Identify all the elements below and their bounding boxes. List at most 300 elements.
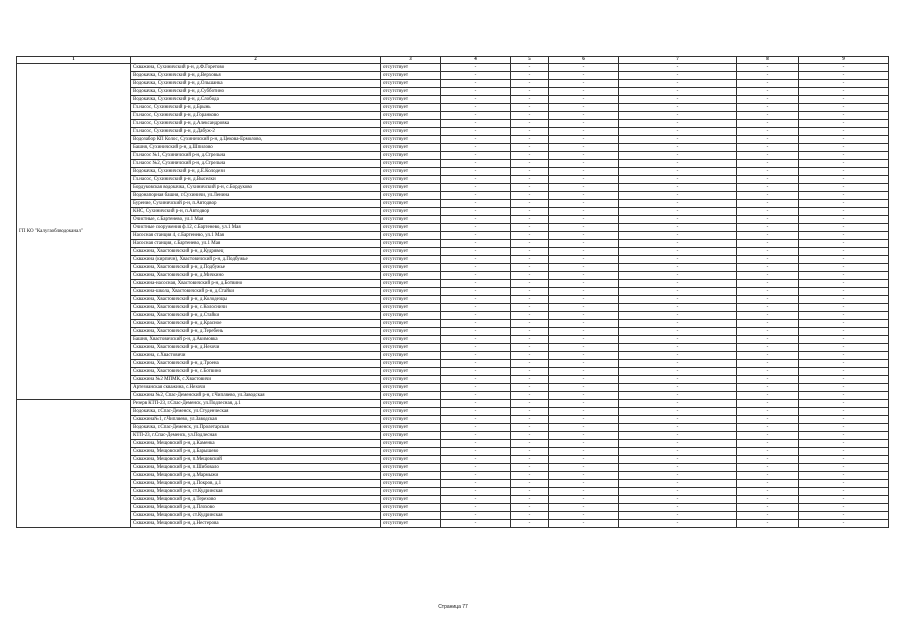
col-header: 9 bbox=[799, 57, 889, 64]
table-row bbox=[17, 424, 889, 432]
organization-name: ГП КО "Калугаоблводоканал" bbox=[17, 64, 131, 400]
value-cell: - bbox=[549, 80, 619, 88]
value-cell: - bbox=[799, 208, 889, 216]
object-name: Скважина, Хвастовичский р-н, д.Колодезцы bbox=[131, 296, 381, 304]
status-cell: отсутствует bbox=[381, 464, 441, 472]
value-cell: - bbox=[619, 200, 737, 208]
value-cell: - bbox=[441, 472, 511, 480]
value-cell: - bbox=[619, 384, 737, 392]
status-cell: отсутствует bbox=[381, 280, 441, 288]
value-cell: - bbox=[619, 80, 737, 88]
table-row bbox=[17, 248, 889, 256]
value-cell: - bbox=[737, 80, 799, 88]
object-name: Водокачка, Сухиничский р-н, д.Е.Колодези bbox=[131, 168, 381, 176]
value-cell: - bbox=[799, 328, 889, 336]
value-cell: - bbox=[441, 64, 511, 72]
object-name: Водокачка, Сухиничский р-н, д.Слобода bbox=[131, 96, 381, 104]
value-cell: - bbox=[619, 104, 737, 112]
value-cell: - bbox=[799, 120, 889, 128]
table-row bbox=[17, 480, 889, 488]
object-name: Скважина, Мещовский р-н, п.Шибовало bbox=[131, 464, 381, 472]
table-row bbox=[17, 504, 889, 512]
object-name: Гл.насос, Сухиничский р-н, д.Выселки bbox=[131, 176, 381, 184]
table-row bbox=[17, 328, 889, 336]
value-cell: - bbox=[619, 272, 737, 280]
value-cell: - bbox=[737, 120, 799, 128]
status-cell: отсутствует bbox=[381, 360, 441, 368]
value-cell: - bbox=[549, 232, 619, 240]
value-cell: - bbox=[511, 144, 549, 152]
object-name: Скважина№1, г.Чипляево, ул.Заводская bbox=[131, 416, 381, 424]
value-cell: - bbox=[441, 424, 511, 432]
table-row bbox=[17, 120, 889, 128]
col-header: 8 bbox=[737, 57, 799, 64]
value-cell: - bbox=[511, 272, 549, 280]
value-cell: - bbox=[737, 344, 799, 352]
value-cell: - bbox=[799, 248, 889, 256]
value-cell: - bbox=[549, 312, 619, 320]
value-cell: - bbox=[441, 416, 511, 424]
value-cell: - bbox=[619, 96, 737, 104]
value-cell: - bbox=[737, 304, 799, 312]
value-cell: - bbox=[441, 280, 511, 288]
table-row bbox=[17, 200, 889, 208]
table-row bbox=[17, 256, 889, 264]
value-cell: - bbox=[441, 400, 511, 408]
object-name: Скважина, Хвастовичский р-н, д.Стайки bbox=[131, 312, 381, 320]
object-name: Водокачка, г.Спас-Деменск, ул.Пролетарская bbox=[131, 424, 381, 432]
value-cell: - bbox=[799, 264, 889, 272]
value-cell: - bbox=[737, 368, 799, 376]
status-cell: отсутствует bbox=[381, 432, 441, 440]
value-cell: - bbox=[799, 400, 889, 408]
table-row bbox=[17, 408, 889, 416]
object-name: Очистные сооружения ф.12, с.Бартенево, ул.1 Мая bbox=[131, 224, 381, 232]
object-name: Насосная станция 4, с.Бартенево, ул.1 Мая bbox=[131, 232, 381, 240]
value-cell: - bbox=[799, 144, 889, 152]
value-cell: - bbox=[619, 448, 737, 456]
value-cell: - bbox=[511, 232, 549, 240]
value-cell: - bbox=[737, 312, 799, 320]
value-cell: - bbox=[441, 328, 511, 336]
value-cell: - bbox=[799, 368, 889, 376]
value-cell: - bbox=[737, 208, 799, 216]
value-cell: - bbox=[619, 176, 737, 184]
value-cell: - bbox=[799, 168, 889, 176]
value-cell: - bbox=[737, 472, 799, 480]
status-cell: отсутствует bbox=[381, 424, 441, 432]
table-row bbox=[17, 72, 889, 80]
value-cell: - bbox=[549, 248, 619, 256]
value-cell: - bbox=[549, 344, 619, 352]
table-row bbox=[17, 152, 889, 160]
value-cell: - bbox=[511, 384, 549, 392]
value-cell: - bbox=[737, 240, 799, 248]
table-row bbox=[17, 128, 889, 136]
value-cell: - bbox=[799, 440, 889, 448]
value-cell: - bbox=[799, 360, 889, 368]
organization-cell-empty bbox=[17, 400, 131, 528]
table-row bbox=[17, 320, 889, 328]
status-cell: отсутствует bbox=[381, 344, 441, 352]
value-cell: - bbox=[441, 160, 511, 168]
value-cell: - bbox=[799, 232, 889, 240]
value-cell: - bbox=[549, 160, 619, 168]
status-cell: отсутствует bbox=[381, 160, 441, 168]
object-name: Водозабор КП Колос, Сухиничский р-н, д.Цекова-Ермолово, bbox=[131, 136, 381, 144]
value-cell: - bbox=[549, 448, 619, 456]
table-row bbox=[17, 104, 889, 112]
status-cell: отсутствует bbox=[381, 312, 441, 320]
value-cell: - bbox=[441, 208, 511, 216]
value-cell: - bbox=[441, 520, 511, 528]
value-cell: - bbox=[619, 64, 737, 72]
value-cell: - bbox=[799, 504, 889, 512]
table-row bbox=[17, 472, 889, 480]
value-cell: - bbox=[619, 88, 737, 96]
value-cell: - bbox=[799, 80, 889, 88]
value-cell: - bbox=[511, 192, 549, 200]
table-row bbox=[17, 392, 889, 400]
value-cell: - bbox=[549, 480, 619, 488]
table-row bbox=[17, 240, 889, 248]
value-cell: - bbox=[619, 232, 737, 240]
value-cell: - bbox=[549, 96, 619, 104]
value-cell: - bbox=[549, 472, 619, 480]
value-cell: - bbox=[619, 216, 737, 224]
table-row bbox=[17, 352, 889, 360]
value-cell: - bbox=[737, 224, 799, 232]
object-name: Водокачка, Сухиничский р-н, д.Верховья bbox=[131, 72, 381, 80]
value-cell: - bbox=[441, 200, 511, 208]
value-cell: - bbox=[799, 64, 889, 72]
value-cell: - bbox=[619, 208, 737, 216]
object-name: Башня, Хвастовичский р-н, д.Акимовка bbox=[131, 336, 381, 344]
value-cell: - bbox=[511, 176, 549, 184]
value-cell: - bbox=[441, 448, 511, 456]
value-cell: - bbox=[737, 160, 799, 168]
table-row bbox=[17, 304, 889, 312]
status-cell: отсутствует bbox=[381, 304, 441, 312]
value-cell: - bbox=[549, 272, 619, 280]
value-cell: - bbox=[511, 152, 549, 160]
table-row bbox=[17, 376, 889, 384]
value-cell: - bbox=[737, 496, 799, 504]
value-cell: - bbox=[549, 360, 619, 368]
value-cell: - bbox=[549, 256, 619, 264]
value-cell: - bbox=[737, 232, 799, 240]
object-name: Насосная станция, с.Бартенево, ул.1 Мая bbox=[131, 240, 381, 248]
value-cell: - bbox=[619, 264, 737, 272]
col-header: 7 bbox=[619, 57, 737, 64]
status-cell: отсутствует bbox=[381, 496, 441, 504]
value-cell: - bbox=[549, 240, 619, 248]
status-cell: отсутствует bbox=[381, 376, 441, 384]
value-cell: - bbox=[511, 344, 549, 352]
object-name: Скважина, Сухиничский р-н, д.Ф.Горетово bbox=[131, 64, 381, 72]
status-cell: отсутствует bbox=[381, 480, 441, 488]
value-cell: - bbox=[737, 136, 799, 144]
status-cell: отсутствует bbox=[381, 472, 441, 480]
value-cell: - bbox=[511, 120, 549, 128]
object-name: Скважина, Мещовский р-н, ст.Кудринская bbox=[131, 488, 381, 496]
value-cell: - bbox=[549, 88, 619, 96]
value-cell: - bbox=[737, 104, 799, 112]
value-cell: - bbox=[799, 96, 889, 104]
object-name: Скважина, Мещовский р-н, д.Нестерова bbox=[131, 520, 381, 528]
value-cell: - bbox=[619, 432, 737, 440]
value-cell: - bbox=[619, 224, 737, 232]
table-row bbox=[17, 496, 889, 504]
value-cell: - bbox=[799, 352, 889, 360]
value-cell: - bbox=[619, 328, 737, 336]
value-cell: - bbox=[511, 336, 549, 344]
value-cell: - bbox=[619, 424, 737, 432]
value-cell: - bbox=[511, 160, 549, 168]
value-cell: - bbox=[511, 400, 549, 408]
value-cell: - bbox=[511, 520, 549, 528]
status-cell: отсутствует bbox=[381, 368, 441, 376]
value-cell: - bbox=[799, 480, 889, 488]
table-row bbox=[17, 136, 889, 144]
value-cell: - bbox=[799, 488, 889, 496]
value-cell: - bbox=[799, 240, 889, 248]
object-name: Скважина, Мещовский р-н, ст.Кудринская bbox=[131, 512, 381, 520]
status-cell: отсутствует bbox=[381, 520, 441, 528]
table-row bbox=[17, 160, 889, 168]
value-cell: - bbox=[737, 384, 799, 392]
value-cell: - bbox=[441, 224, 511, 232]
value-cell: - bbox=[441, 504, 511, 512]
value-cell: - bbox=[549, 152, 619, 160]
value-cell: - bbox=[549, 384, 619, 392]
object-name: Водокачка, Сухиничский р-н, д.Субботино bbox=[131, 88, 381, 96]
value-cell: - bbox=[737, 72, 799, 80]
value-cell: - bbox=[619, 152, 737, 160]
value-cell: - bbox=[441, 392, 511, 400]
value-cell: - bbox=[549, 408, 619, 416]
value-cell: - bbox=[619, 416, 737, 424]
table-row bbox=[17, 456, 889, 464]
value-cell: - bbox=[737, 272, 799, 280]
value-cell: - bbox=[441, 136, 511, 144]
value-cell: - bbox=[737, 200, 799, 208]
value-cell: - bbox=[441, 120, 511, 128]
value-cell: - bbox=[511, 136, 549, 144]
table-row bbox=[17, 520, 889, 528]
value-cell: - bbox=[799, 512, 889, 520]
table-row bbox=[17, 336, 889, 344]
table-row bbox=[17, 448, 889, 456]
value-cell: - bbox=[619, 488, 737, 496]
value-cell: - bbox=[799, 320, 889, 328]
value-cell: - bbox=[441, 512, 511, 520]
value-cell: - bbox=[619, 464, 737, 472]
value-cell: - bbox=[549, 504, 619, 512]
value-cell: - bbox=[511, 256, 549, 264]
value-cell: - bbox=[799, 416, 889, 424]
value-cell: - bbox=[737, 176, 799, 184]
object-name: Скважина, Мещовский р-н, д.Покров, д.1 bbox=[131, 480, 381, 488]
value-cell: - bbox=[737, 480, 799, 488]
value-cell: - bbox=[737, 520, 799, 528]
value-cell: - bbox=[549, 136, 619, 144]
object-name: Гл.насос, Сухиничский р-н, д.Брынь bbox=[131, 104, 381, 112]
table-row bbox=[17, 88, 889, 96]
value-cell: - bbox=[737, 352, 799, 360]
value-cell: - bbox=[549, 376, 619, 384]
col-header: 3 bbox=[381, 57, 441, 64]
value-cell: - bbox=[799, 128, 889, 136]
object-name: Очистные, с.Бартенево, ул.1 Мая bbox=[131, 216, 381, 224]
table-row bbox=[17, 264, 889, 272]
value-cell: - bbox=[511, 208, 549, 216]
table-row bbox=[17, 216, 889, 224]
object-name: Водонапорная башня, г.Сухиничи, ул.Ленина bbox=[131, 192, 381, 200]
value-cell: - bbox=[737, 264, 799, 272]
value-cell: - bbox=[441, 480, 511, 488]
value-cell: - bbox=[549, 488, 619, 496]
table-row bbox=[17, 112, 889, 120]
value-cell: - bbox=[737, 184, 799, 192]
value-cell: - bbox=[799, 112, 889, 120]
value-cell: - bbox=[737, 320, 799, 328]
table-row bbox=[17, 280, 889, 288]
value-cell: - bbox=[511, 64, 549, 72]
table-body bbox=[17, 64, 889, 528]
object-name: Водокачка, г.Спас-Деменск, ул.Студенческая bbox=[131, 408, 381, 416]
value-cell: - bbox=[441, 288, 511, 296]
value-cell: - bbox=[619, 160, 737, 168]
value-cell: - bbox=[799, 520, 889, 528]
value-cell: - bbox=[619, 168, 737, 176]
object-name: Скважина, Хвастовичский р-н, д.Красное bbox=[131, 320, 381, 328]
value-cell: - bbox=[441, 88, 511, 96]
value-cell: - bbox=[549, 296, 619, 304]
value-cell: - bbox=[549, 72, 619, 80]
value-cell: - bbox=[511, 512, 549, 520]
value-cell: - bbox=[441, 408, 511, 416]
value-cell: - bbox=[511, 168, 549, 176]
value-cell: - bbox=[511, 440, 549, 448]
status-cell: отсутствует bbox=[381, 184, 441, 192]
value-cell: - bbox=[799, 376, 889, 384]
value-cell: - bbox=[737, 88, 799, 96]
status-cell: отсутствует bbox=[381, 504, 441, 512]
table-row bbox=[17, 232, 889, 240]
value-cell: - bbox=[549, 112, 619, 120]
value-cell: - bbox=[737, 360, 799, 368]
object-name: Гл.насос №2, Сухиничский р-н, д.Стрельна bbox=[131, 160, 381, 168]
value-cell: - bbox=[799, 160, 889, 168]
value-cell: - bbox=[737, 416, 799, 424]
status-cell: отсутствует bbox=[381, 456, 441, 464]
status-cell: отсутствует bbox=[381, 400, 441, 408]
value-cell: - bbox=[441, 264, 511, 272]
table-row bbox=[17, 96, 889, 104]
object-name: Водокачка, Сухиничский р-н, д.Ольшанка bbox=[131, 80, 381, 88]
value-cell: - bbox=[737, 488, 799, 496]
table-row bbox=[17, 416, 889, 424]
table-row bbox=[17, 512, 889, 520]
object-name: Скважина, Хвастовичский р-н, д.Мичкино bbox=[131, 272, 381, 280]
table-row bbox=[17, 432, 889, 440]
status-cell: отсутствует bbox=[381, 296, 441, 304]
status-cell: отсутствует bbox=[381, 64, 441, 72]
value-cell: - bbox=[549, 184, 619, 192]
value-cell: - bbox=[737, 168, 799, 176]
value-cell: - bbox=[511, 104, 549, 112]
value-cell: - bbox=[799, 312, 889, 320]
data-table bbox=[16, 56, 889, 528]
value-cell: - bbox=[441, 344, 511, 352]
value-cell: - bbox=[799, 152, 889, 160]
object-name: Бурение, Сухиничский р-н, п.Автодвор bbox=[131, 200, 381, 208]
value-cell: - bbox=[441, 440, 511, 448]
value-cell: - bbox=[511, 312, 549, 320]
value-cell: - bbox=[511, 200, 549, 208]
value-cell: - bbox=[737, 216, 799, 224]
value-cell: - bbox=[511, 304, 549, 312]
value-cell: - bbox=[549, 456, 619, 464]
value-cell: - bbox=[441, 360, 511, 368]
value-cell: - bbox=[619, 304, 737, 312]
status-cell: отсутствует bbox=[381, 488, 441, 496]
status-cell: отсутствует bbox=[381, 80, 441, 88]
value-cell: - bbox=[441, 304, 511, 312]
value-cell: - bbox=[549, 168, 619, 176]
value-cell: - bbox=[737, 296, 799, 304]
value-cell: - bbox=[441, 96, 511, 104]
object-name: Гл.насос, Сухиничский р-н, д.Дабуж-2 bbox=[131, 128, 381, 136]
value-cell: - bbox=[511, 240, 549, 248]
value-cell: - bbox=[441, 72, 511, 80]
value-cell: - bbox=[511, 96, 549, 104]
value-cell: - bbox=[511, 456, 549, 464]
value-cell: - bbox=[441, 144, 511, 152]
value-cell: - bbox=[511, 416, 549, 424]
status-cell: отсутствует bbox=[381, 152, 441, 160]
value-cell: - bbox=[799, 216, 889, 224]
status-cell: отсутствует bbox=[381, 408, 441, 416]
status-cell: отсутствует bbox=[381, 96, 441, 104]
value-cell: - bbox=[549, 104, 619, 112]
value-cell: - bbox=[549, 120, 619, 128]
value-cell: - bbox=[549, 192, 619, 200]
value-cell: - bbox=[737, 336, 799, 344]
value-cell: - bbox=[799, 432, 889, 440]
table-row bbox=[17, 296, 889, 304]
value-cell: - bbox=[549, 144, 619, 152]
table-row bbox=[17, 208, 889, 216]
status-cell: отсутствует bbox=[381, 256, 441, 264]
value-cell: - bbox=[549, 264, 619, 272]
value-cell: - bbox=[619, 392, 737, 400]
table-row bbox=[17, 312, 889, 320]
status-cell: отсутствует bbox=[381, 128, 441, 136]
value-cell: - bbox=[441, 128, 511, 136]
value-cell: - bbox=[441, 152, 511, 160]
value-cell: - bbox=[511, 360, 549, 368]
table-row bbox=[17, 176, 889, 184]
table-row bbox=[17, 288, 889, 296]
value-cell: - bbox=[737, 504, 799, 512]
object-name: Скважина, Хвастовичский р-н, с.Колосничи bbox=[131, 304, 381, 312]
status-cell: отсутствует bbox=[381, 288, 441, 296]
value-cell: - bbox=[737, 392, 799, 400]
value-cell: - bbox=[549, 352, 619, 360]
value-cell: - bbox=[549, 320, 619, 328]
